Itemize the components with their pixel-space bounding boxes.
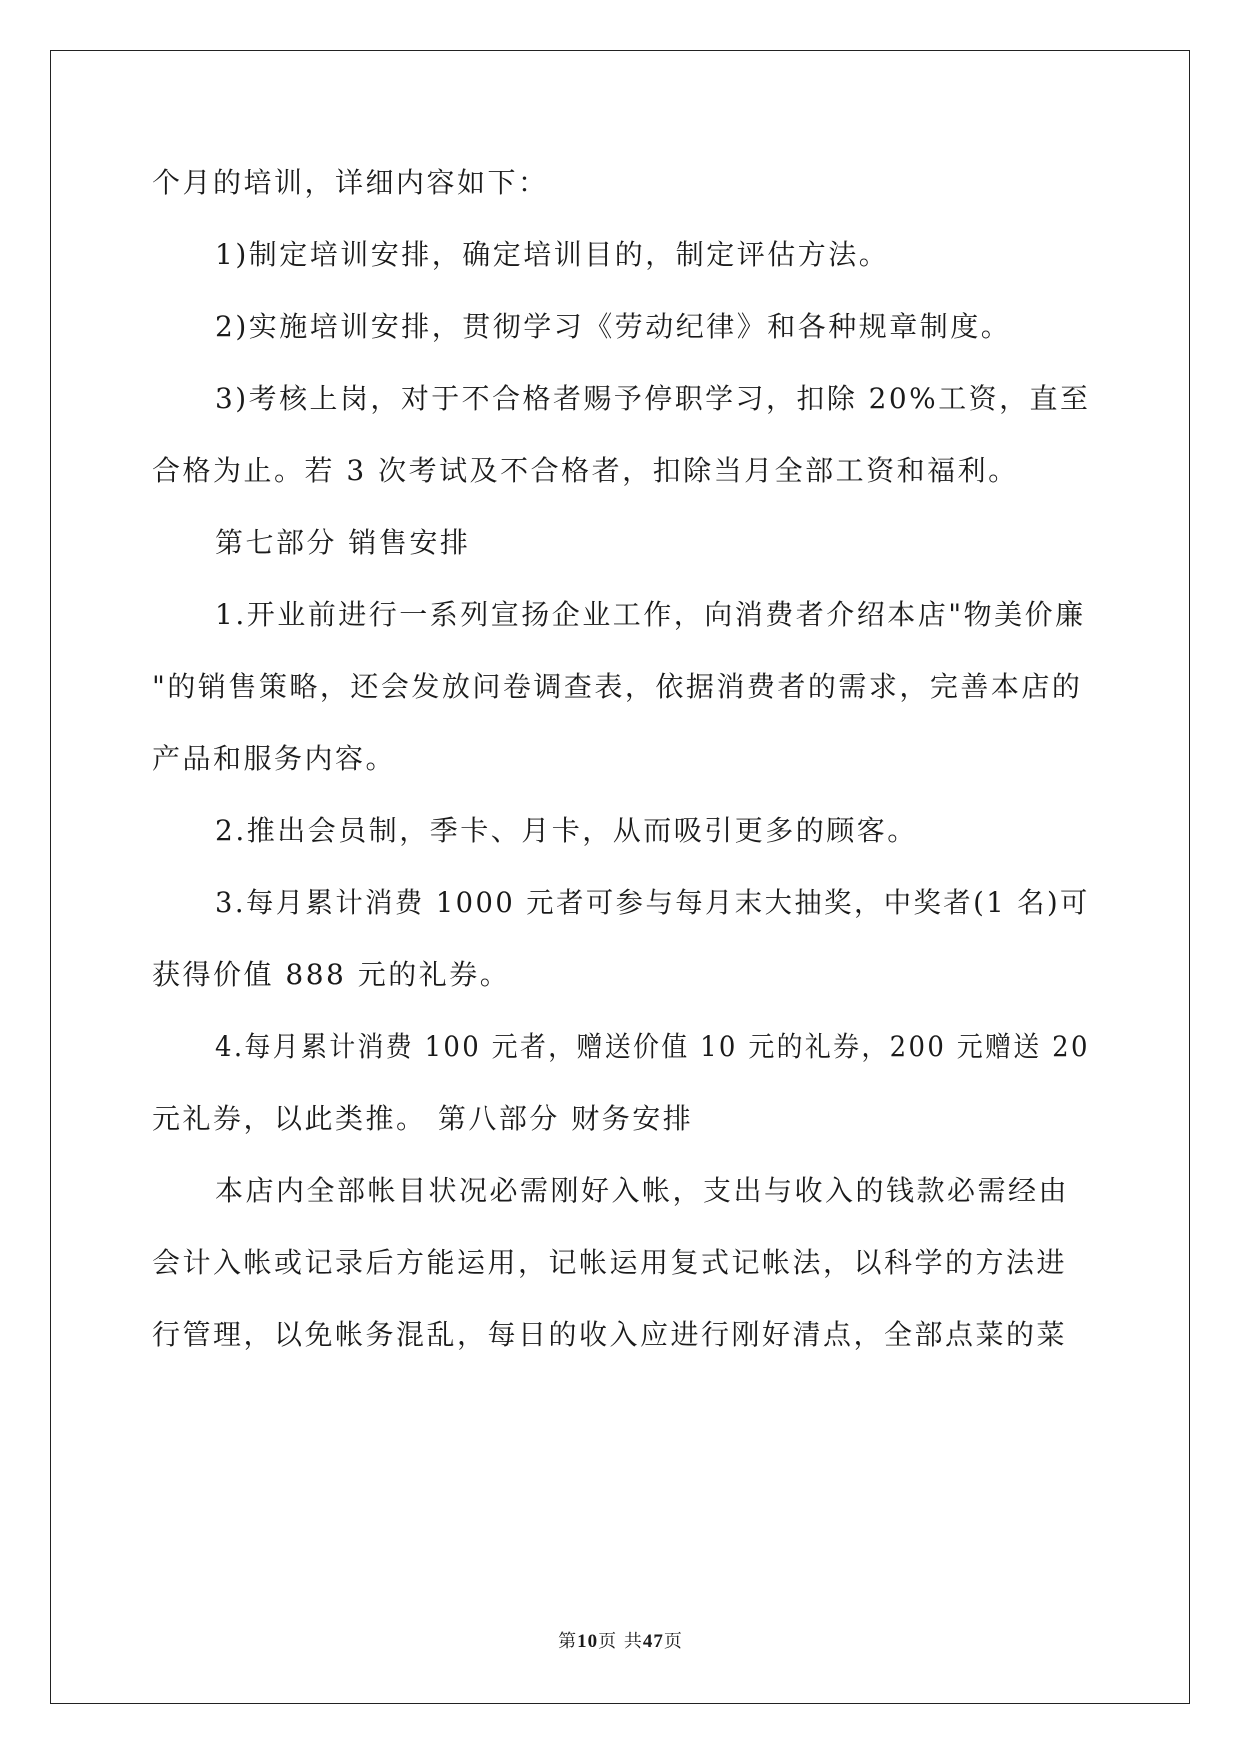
- footer-suffix: 页: [663, 1631, 683, 1652]
- paragraph-line-4: 3)考核上岗，对于不合格者赐予停职学习，扣除 20%工资，直至: [215, 382, 1091, 415]
- paragraph-line-1: 个月的培训，详细内容如下：: [152, 166, 549, 199]
- page-footer: [0, 1627, 1241, 1653]
- paragraph-line-17: 行管理，以免帐务混乱，每日的收入应进行刚好清点，全部点菜的菜: [152, 1318, 1068, 1351]
- footer-middle: 页 共: [598, 1631, 643, 1652]
- paragraph-line-16: 会计入帐或记录后方能运用，记帐运用复式记帐法，以科学的方法进: [152, 1246, 1068, 1279]
- paragraph-line-12: 获得价值 888 元的礼券。: [152, 958, 511, 991]
- paragraph-line-14: 元礼券，以此类推。 第八部分 财务安排: [152, 1102, 694, 1135]
- paragraph-line-5: 合格为止。若 3 次考试及不合格者，扣除当月全部工资和福利。: [152, 454, 1019, 487]
- total-page-number: 47: [642, 1631, 664, 1652]
- paragraph-line-15: 本店内全部帐目状况必需刚好入帐，支出与收入的钱款必需经由: [215, 1174, 1070, 1207]
- paragraph-line-2: 1)制定培训安排，确定培训目的，制定评估方法。: [215, 238, 890, 271]
- section-heading-7: 第七部分 销售安排: [215, 526, 471, 559]
- paragraph-line-7: 1.开业前进行一系列宣扬企业工作，向消费者介绍本店"物美价廉: [215, 598, 1086, 631]
- page-border: [50, 50, 1190, 1704]
- paragraph-line-13: 4.每月累计消费 100 元者，赠送价值 10 元的礼券，200 元赠送 20: [215, 1030, 1090, 1063]
- paragraph-line-9: 产品和服务内容。: [152, 742, 397, 775]
- footer-prefix: 第: [558, 1631, 578, 1652]
- paragraph-line-3: 2)实施培训安排，贯彻学习《劳动纪律》和各种规章制度。: [215, 310, 1012, 343]
- current-page-number: 10: [577, 1631, 599, 1652]
- paragraph-line-10: 2.推出会员制，季卡、月卡，从而吸引更多的顾客。: [215, 814, 918, 847]
- paragraph-line-8: "的销售策略，还会发放问卷调查表，依据消费者的需求，完善本店的: [152, 670, 1083, 703]
- paragraph-line-11: 3.每月累计消费 1000 元者可参与每月末大抽奖，中奖者(1 名)可: [215, 886, 1090, 919]
